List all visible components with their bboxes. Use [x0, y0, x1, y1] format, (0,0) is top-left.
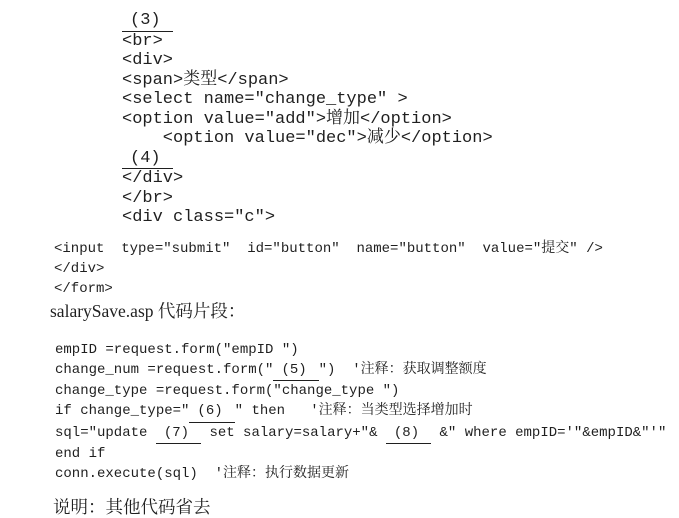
code-line: sql="update (7) set salary=salary+"& (8) &" where empID='"&empID&"'"	[55, 423, 679, 444]
code-line: </form>	[54, 280, 113, 297]
code-line: </div>	[54, 260, 105, 277]
blank-field-8: (8)	[386, 423, 431, 444]
code-line: <div>	[122, 51, 174, 70]
form-html-code-block	[122, 11, 679, 228]
code-line	[122, 11, 679, 32]
code-line: <span>类型</span>	[122, 70, 289, 90]
blank-field-3: (3)	[122, 11, 173, 32]
code-line: <select name="change_type" >	[122, 90, 408, 109]
code-line: <input type="submit" id="button" name="button" value="提交" />	[54, 240, 603, 257]
code-line: <br>	[122, 31, 163, 51]
blank-field-7: (7)	[156, 423, 201, 444]
footnote: 说明：其他代码省去	[53, 496, 211, 517]
code-line: if change_type=" (6) " then '注释：当类型选择增加时	[55, 401, 679, 422]
code-line: end if	[55, 445, 106, 462]
code-line	[122, 149, 679, 170]
code-line: change_type =request.form("change_type ")	[55, 383, 400, 400]
code-line: </br>	[122, 188, 174, 208]
blank-field-6: (6)	[189, 401, 234, 422]
asp-file-heading: salarySave.asp 代码片段：	[50, 300, 246, 321]
blank-field-5: (5)	[273, 360, 318, 381]
code-line: <option value="add">增加</option>	[122, 109, 452, 129]
submit-code-block	[54, 239, 679, 299]
code-line: change_num =request.form(" (5) ") '注释：获取调整额度	[55, 360, 679, 381]
code-line: </div>	[122, 169, 184, 188]
code-line: conn.execute(sql) '注释：执行数据更新	[55, 466, 350, 483]
code-line: empID =request.form("empID ")	[55, 341, 299, 358]
blank-field-4: (4)	[122, 149, 173, 170]
asp-code-block	[55, 340, 679, 485]
code-line: <option value="dec">减少</option>	[122, 129, 493, 148]
code-line: <div class="c">	[122, 208, 276, 227]
